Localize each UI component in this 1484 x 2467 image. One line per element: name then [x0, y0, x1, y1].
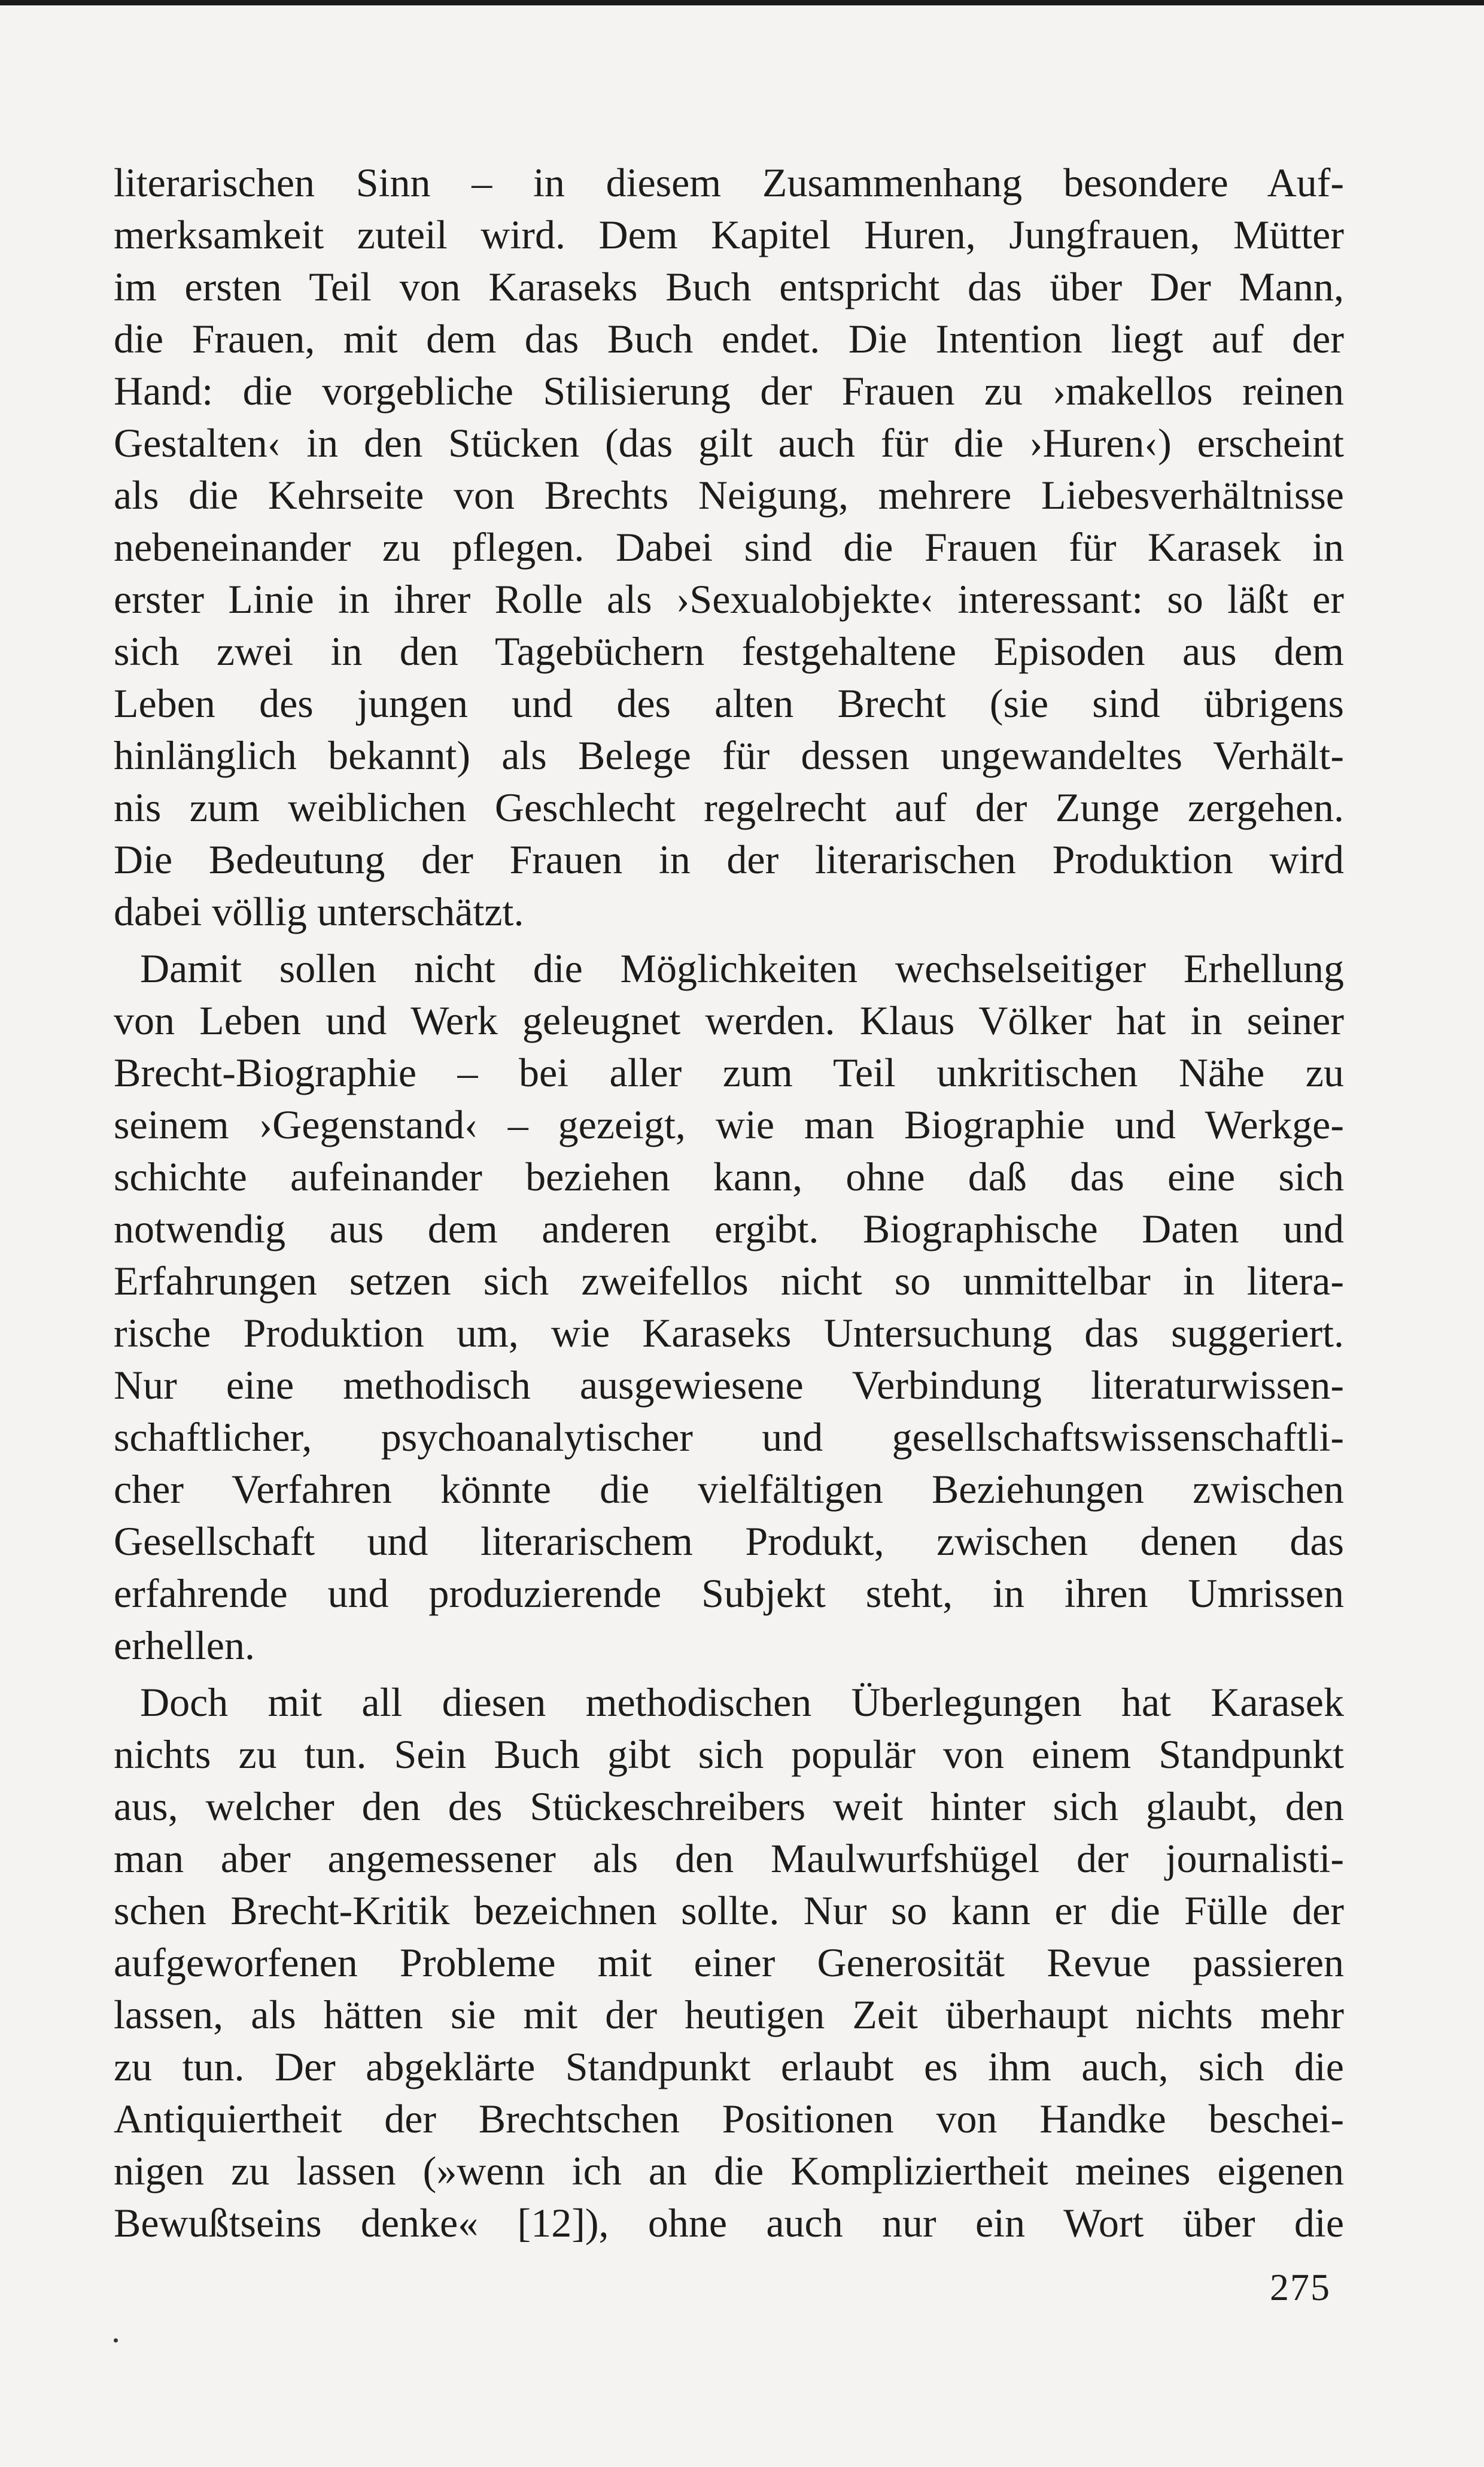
text-line: erfahrende und produzierende Subjekt steht, in ihren Umrissen [114, 1570, 1344, 1616]
body-text [114, 157, 1344, 2249]
text-line: lassen, als hätten sie mit der heutigen Zeit überhaupt nichts mehr [114, 1992, 1344, 2037]
text-line: merksamkeit zuteil wird. Dem Kapitel Huren, Jungfrauen, Mütter [114, 212, 1344, 257]
text-line: hinlänglich bekannt) als Belege für dessen ungewandeltes Verhält- [114, 733, 1344, 778]
text-line: zu tun. Der abgeklärte Standpunkt erlaubt es ihm auch, sich die [114, 2044, 1344, 2089]
text-line: Doch mit all diesen methodischen Überlegungen hat Karasek [140, 1679, 1344, 1725]
text-line: schaftlicher, psychoanalytischer und gesellschaftswissenschaftli- [114, 1414, 1344, 1460]
text-line: aufgeworfenen Probleme mit einer Generosität Revue passieren [114, 1940, 1344, 1985]
text-line: rische Produktion um, wie Karaseks Untersuchung das suggeriert. [114, 1310, 1344, 1356]
text-line: die Frauen, mit dem das Buch endet. Die Intention liegt auf der [114, 316, 1344, 361]
text-line: Gestalten‹ in den Stücken (das gilt auch für die ›Huren‹) erscheint [114, 420, 1344, 466]
text-line: nigen zu lassen (»wenn ich an die Kompliziertheit meines eigenen [114, 2148, 1344, 2193]
text-line: Leben des jungen und des alten Brecht (sie sind übrigens [114, 680, 1344, 726]
text-line: sich zwei in den Tagebüchern festgehaltene Episoden aus dem [114, 628, 1344, 674]
text-line: nichts zu tun. Sein Buch gibt sich populär von einem Standpunkt [114, 1731, 1344, 1777]
text-line: im ersten Teil von Karaseks Buch entspricht das über Der Mann, [114, 264, 1344, 309]
text-line: notwendig aus dem anderen ergibt. Biographische Daten und [114, 1206, 1344, 1251]
text-line: nebeneinander zu pflegen. Dabei sind die Frauen für Karasek in [114, 524, 1344, 570]
text-line: schichte aufeinander beziehen kann, ohne daß das eine sich [114, 1154, 1344, 1199]
text-line: Erfahrungen setzen sich zweifellos nicht so unmittelbar in litera- [114, 1258, 1344, 1304]
text-line: man aber angemessener als den Maulwurfshügel der journalisti- [114, 1836, 1344, 1881]
text-line: Brecht-Biographie – bei aller zum Teil unkritischen Nähe zu [114, 1050, 1344, 1095]
paper-speck [114, 2338, 118, 2343]
text-line: literarischen Sinn – in diesem Zusammenhang besondere Auf- [114, 160, 1344, 205]
text-line: seinem ›Gegenstand‹ – gezeigt, wie man Biographie und Werkge- [114, 1102, 1344, 1147]
text-line: schen Brecht-Kritik bezeichnen sollte. Nur so kann er die Fülle der [114, 1888, 1344, 1933]
text-line: Damit sollen nicht die Möglichkeiten wechselseitiger Erhellung [140, 946, 1344, 991]
text-line: Bewußtseins denke« [12]), ohne auch nur ein Wort über die [114, 2200, 1344, 2246]
text-line: Die Bedeutung der Frauen in der literarischen Produktion wird [114, 837, 1344, 882]
text-line: dabei völlig unterschätzt. [114, 889, 524, 934]
text-line: von Leben und Werk geleugnet werden. Klaus Völker hat in seiner [114, 998, 1344, 1043]
text-line: Gesellschaft und literarischem Produkt, zwischen denen das [114, 1518, 1344, 1564]
page-number: 275 [1270, 2266, 1331, 2308]
text-line: erster Linie in ihrer Rolle als ›Sexualobjekte‹ interessant: so läßt er [114, 576, 1344, 622]
text-line: Nur eine methodisch ausgewiesene Verbindung literaturwissen- [114, 1362, 1344, 1408]
text-line: nis zum weiblichen Geschlecht regelrecht auf der Zunge zergehen. [114, 785, 1344, 830]
text-line: Hand: die vorgebliche Stilisierung der Frauen zu ›makellos reinen [114, 368, 1344, 414]
text-line: cher Verfahren könnte die vielfältigen Beziehungen zwischen [114, 1466, 1344, 1512]
text-line: Antiquiertheit der Brechtschen Positionen von Handke beschei- [114, 2096, 1344, 2141]
page-top-edge [0, 0, 1484, 5]
text-line: als die Kehrseite von Brechts Neigung, mehrere Liebesverhältnisse [114, 472, 1344, 518]
text-line: erhellen. [114, 1623, 255, 1668]
text-line: aus, welcher den des Stückeschreibers weit hinter sich glaubt, den [114, 1784, 1344, 1829]
